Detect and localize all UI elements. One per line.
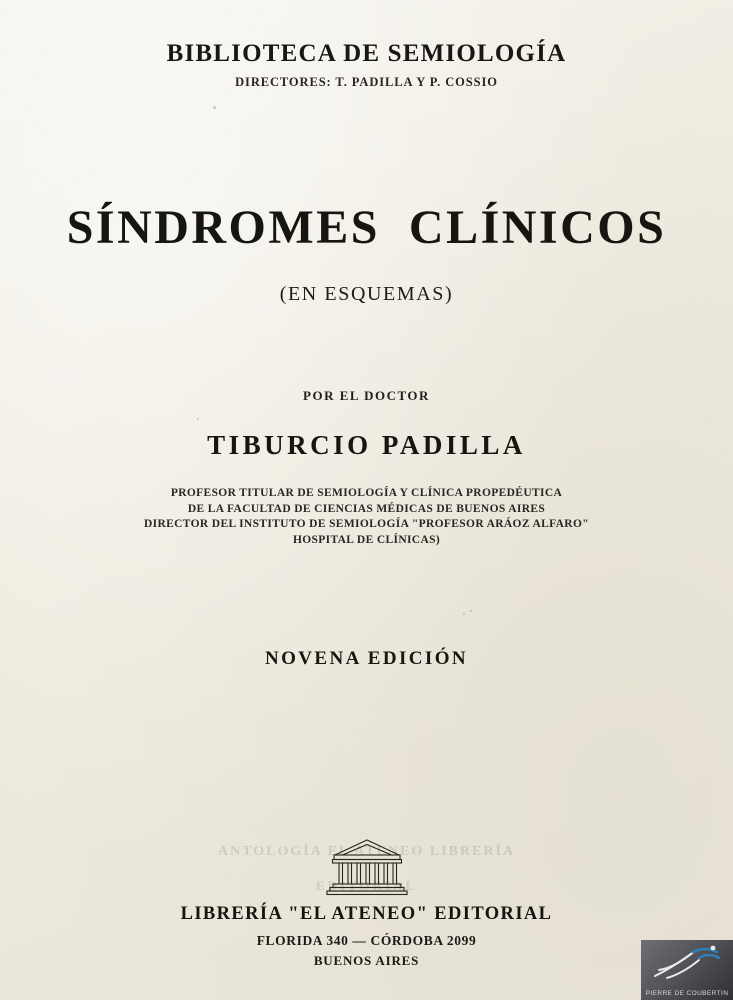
watermark-badge [641,940,733,1000]
credential-line: DE LA FACULTAD DE CIENCIAS MÉDICAS DE BUENOS AIRES [187,502,546,515]
watermark-caption: PIERRE DE COUBERTIN [645,990,729,997]
publisher-city: BUENOS AIRES [313,953,420,968]
author-credentials [0,486,733,548]
author-name: TIBURCIO PADILLA [207,430,526,460]
edition-statement: NOVENA EDICIÓN [264,648,469,669]
page-title: SÍNDROMES CLÍNICOS [66,201,667,254]
series-title: BIBLIOTECA DE SEMIOLOGÍA [166,40,567,67]
ghost-imprint-line-2: EDITORIAL [315,878,418,893]
series-directors: DIRECTORES: T. PADILLA Y P. COSSIO [235,75,498,89]
greek-temple-logo [319,836,415,896]
ghost-imprint-line-1: ANTOLOGÍA EL ATENEO LIBRERÍA [217,844,516,859]
credential-line: PROFESOR TITULAR DE SEMIOLOGÍA Y CLÍNICA PROPEDÉUTICA [170,487,563,499]
publisher-address: FLORIDA 340 — CÓRDOBA 2099 [256,933,477,948]
credential-line: DIRECTOR DEL INSTITUTO DE SEMIOLOGÍA "PROFESOR ARÁOZ ALFARO" [144,518,589,530]
publisher-logo-area [0,836,733,898]
by-line: POR EL DOCTOR [303,388,430,403]
page-subtitle: (EN ESQUEMAS) [279,283,454,305]
fencing-figure-icon [647,942,727,984]
publisher-block [0,836,733,969]
credential-line: HOSPITAL DE CLÍNICAS) [292,533,441,546]
title-page-content [0,40,733,670]
publisher-name: LIBRERÍA "EL ATENEO" EDITORIAL [180,904,553,924]
